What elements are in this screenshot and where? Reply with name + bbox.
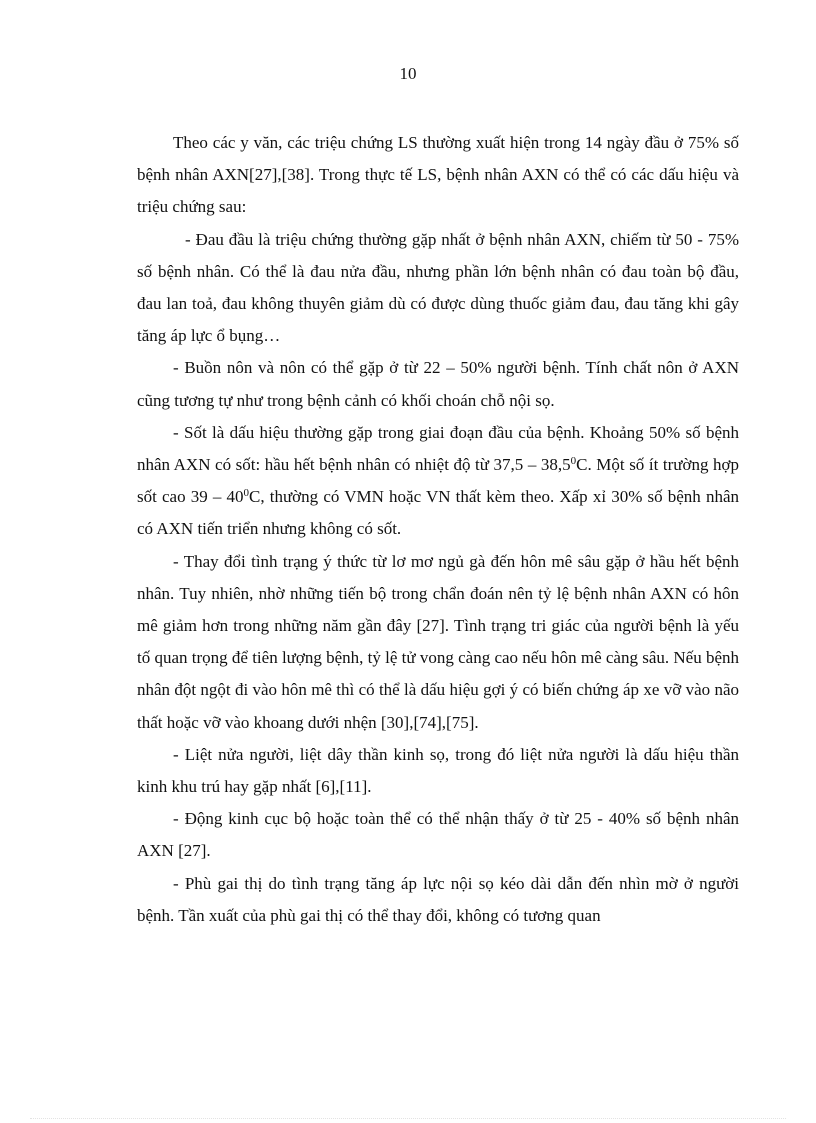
- degree-superscript-1: 0: [570, 455, 577, 468]
- papilledema-paragraph: - Phù gai thị do tình trạng tăng áp lực nội sọ kéo dài dẫn đến nhìn mờ ở người bệnh. Tần xuất của phù gai thị có thể thay đổi, không có tương quan: [137, 873, 739, 925]
- fever-text-part-3: C, thường có VMN hoặc VN thất kèm theo. Xấp xỉ 30% số bệnh nhân có AXN tiến triển nhưng không có sốt.: [137, 487, 739, 539]
- fever-text-part-1: - Sốt là dấu hiệu thường gặp trong giai đoạn đầu của bệnh. Khoảng 50% số bệnh nhân AXN có sốt: hầu hết bệnh nhân có nhiệt độ từ 37,5 – 38,5: [137, 422, 739, 475]
- footer-divider: [30, 1118, 786, 1119]
- epilepsy-paragraph: - Động kinh cục bộ hoặc toàn thể có thể nhận thấy ở từ 25 - 40% số bệnh nhân AXN [27].: [137, 809, 739, 861]
- degree-superscript-2: 0: [243, 487, 250, 500]
- fever-text-part-2: C. Một số ít trường hợp sốt cao 39 – 40: [137, 455, 739, 507]
- nausea-paragraph: - Buồn nôn và nôn có thể gặp ở từ 22 – 50% người bệnh. Tính chất nôn ở AXN cũng tương tự như trong bệnh cảnh có khối choán chỗ nội sọ.: [137, 358, 739, 410]
- intro-paragraph: Theo các y văn, các triệu chứng LS thường xuất hiện trong 14 ngày đầu ở 75% số bệnh nhân AXN[27],[38]. Trong thực tế LS, bệnh nhân AXN có thể có các dấu hiệu và triệu chứng sau:: [137, 133, 739, 217]
- headache-paragraph: - Đau đầu là triệu chứng thường gặp nhất ở bệnh nhân AXN, chiếm từ 50 - 75% số bệnh nhân. Có thể là đau nửa đầu, nhưng phần lớn bệnh nhân có đau toàn bộ đầu, đau lan toả, đau không thuyên giảm dù có được dùng thuốc giảm đau, đau tăng khi gây tăng áp lực ổ bụng…: [137, 229, 739, 346]
- hemiplegia-paragraph: - Liệt nửa người, liệt dây thần kinh sọ, trong đó liệt nửa người là dấu hiệu thần kinh khu trú hay gặp nhất [6],[11].: [137, 744, 739, 797]
- document-body: [137, 127, 739, 932]
- fever-paragraph: [137, 417, 739, 546]
- page-number: 10: [399, 64, 417, 83]
- consciousness-paragraph: - Thay đổi tình trạng ý thức từ lơ mơ ngủ gà đến hôn mê sâu gặp ở hầu hết bệnh nhân. Tuy nhiên, nhờ những tiến bộ trong chẩn đoán nên tỷ lệ bệnh nhân AXN có hôn mê giảm hơn trong những năm gần đây [27]. Tình trạng tri giác của người bệnh là yếu tố quan trọng để tiên lượng bệnh, tỷ lệ tử vong càng cao nếu hôn mê càng sâu. Nếu bệnh nhân đột ngột đi vào hôn mê thì có thể là dấu hiệu gợi ý có biến chứng áp xe vỡ vào não thất hoặc vỡ vào khoang dưới nhện [30],[74],[75].: [137, 551, 739, 732]
